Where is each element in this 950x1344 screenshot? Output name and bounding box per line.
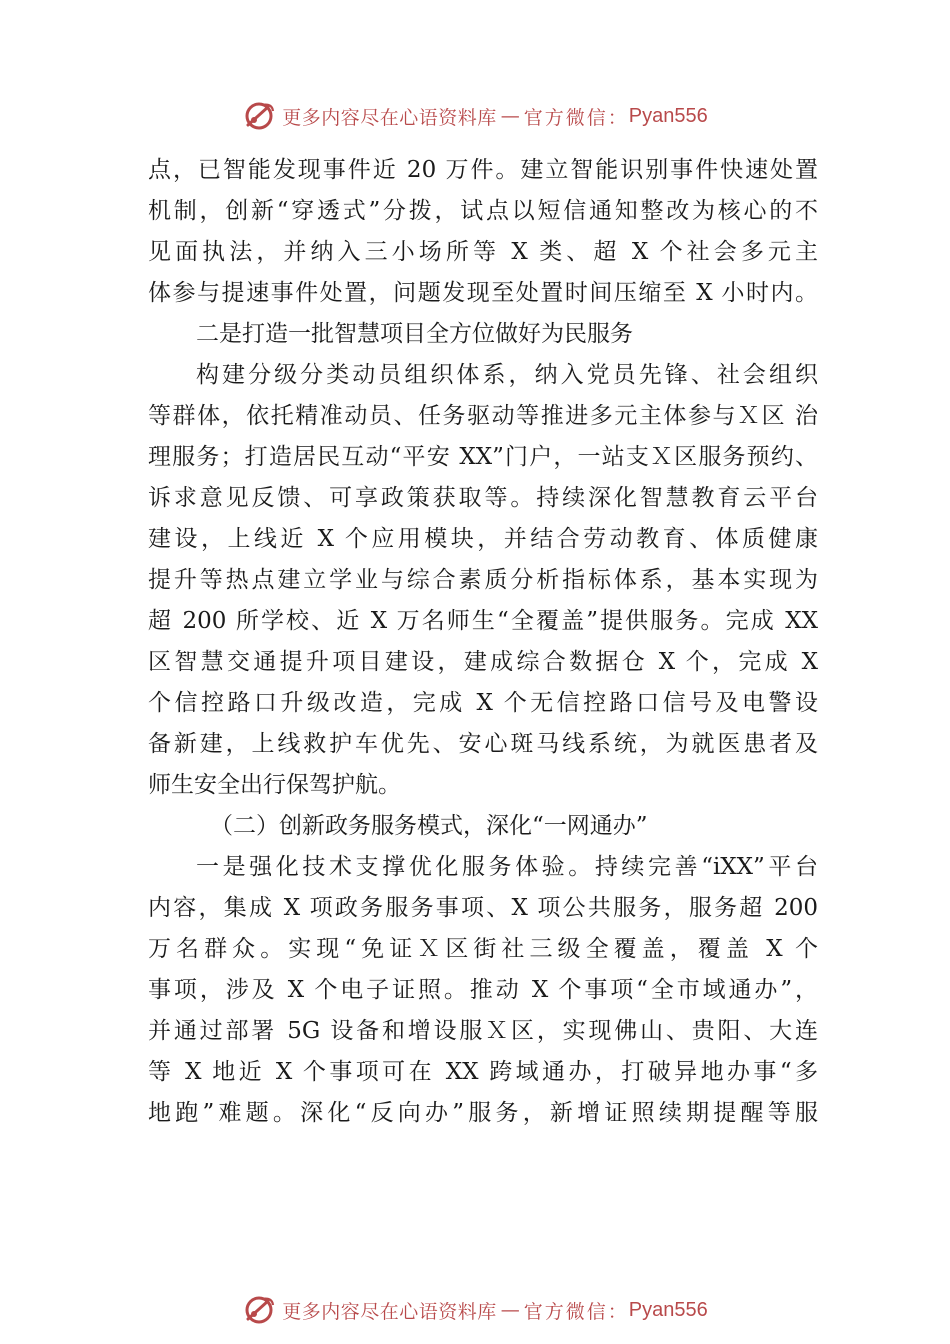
watermark-dash: — — [500, 1299, 520, 1321]
watermark-label: 官方微信： — [523, 1300, 629, 1323]
text-line: 等群体，依托精准动员、任务驱动等推进多元主体参与Ｘ区 治 — [148, 403, 818, 429]
text-line: 个信控路口升级改造，完成 X 个无信控路口信号及电警设 — [148, 690, 818, 716]
text-line: 地跑”难题。深化“反向办”服务，新增证照续期提醒等服 — [148, 1100, 818, 1126]
text-line: 备新建，上线救护车优先、安心斑马线系统，为就医患者及 — [148, 731, 818, 757]
text-line: 并通过部署 5G 设备和增设服Ｘ区，实现佛山、贵阳、大连 — [148, 1018, 818, 1044]
watermark-header — [0, 96, 950, 136]
text-line: 体参与提速事件处置，问题发现至处置时间压缩至 X 小时内。 — [148, 280, 818, 306]
brush-logo-icon — [242, 99, 276, 133]
text-line: 理服务；打造居民互动“平安 XX”门户，一站支Ｘ区服务预约、 — [148, 444, 818, 470]
text-line: 师生安全出行保驾护航。 — [148, 772, 401, 798]
text-line: 见面执法，并纳入三小场所等 X 类、超 X 个社会多元主 — [148, 239, 818, 265]
watermark-wechat-id: Pyan556 — [628, 104, 708, 127]
text-line: 构建分级分类动员组织体系，纳入党员先锋、社会组织 — [196, 362, 818, 388]
text-line: 事项，涉及 X 个电子证照。推动 X 个事项“全市域通办”， — [148, 977, 818, 1003]
watermark-main-text: 更多内容尽在心语资料库 — [282, 106, 497, 129]
text-line: 万名群众。实现“免证Ｘ区街社三级全覆盖，覆盖 X 个 — [148, 936, 818, 962]
watermark-footer — [0, 1290, 950, 1330]
section-heading: 二是打造一批智慧项目全方位做好为民服务 — [196, 321, 633, 347]
watermark-label: 官方微信： — [523, 106, 629, 129]
watermark-dash: — — [500, 105, 520, 127]
text-line: 区智慧交通提升项目建设，建成综合数据仓 X 个，完成 X — [148, 649, 818, 675]
text-line: 等 X 地近 X 个事项可在 XX 跨域通办，打破异地办事“多 — [148, 1059, 818, 1085]
text-line: 机制，创新“穿透式”分拨，试点以短信通知整改为核心的不 — [148, 198, 818, 224]
document-body — [148, 150, 818, 1134]
watermark-wechat-id: Pyan556 — [628, 1298, 708, 1321]
text-line: 一是强化技术支撑优化服务体验。持续完善“iXX”平台 — [196, 854, 818, 880]
text-line: 点，已智能发现事件近 20 万件。建立智能识别事件快速处置 — [148, 157, 818, 183]
text-line: 建设，上线近 X 个应用模块，并结合劳动教育、体质健康 — [148, 526, 818, 552]
text-line: 提升等热点建立学业与综合素质分析指标体系，基本实现为 — [148, 567, 818, 593]
watermark-main-text: 更多内容尽在心语资料库 — [282, 1300, 497, 1323]
text-line: 超 200 所学校、近 X 万名师生“全覆盖”提供服务。完成 XX — [148, 608, 818, 634]
text-line: 内容，集成 X 项政务服务事项、X 项公共服务，服务超 200 — [148, 895, 818, 921]
section-heading: （二）创新政务服务模式，深化“一网通办” — [210, 813, 648, 839]
text-line: 诉求意见反馈、可享政策获取等。持续深化智慧教育云平台 — [148, 485, 818, 511]
brush-logo-icon — [242, 1293, 276, 1327]
